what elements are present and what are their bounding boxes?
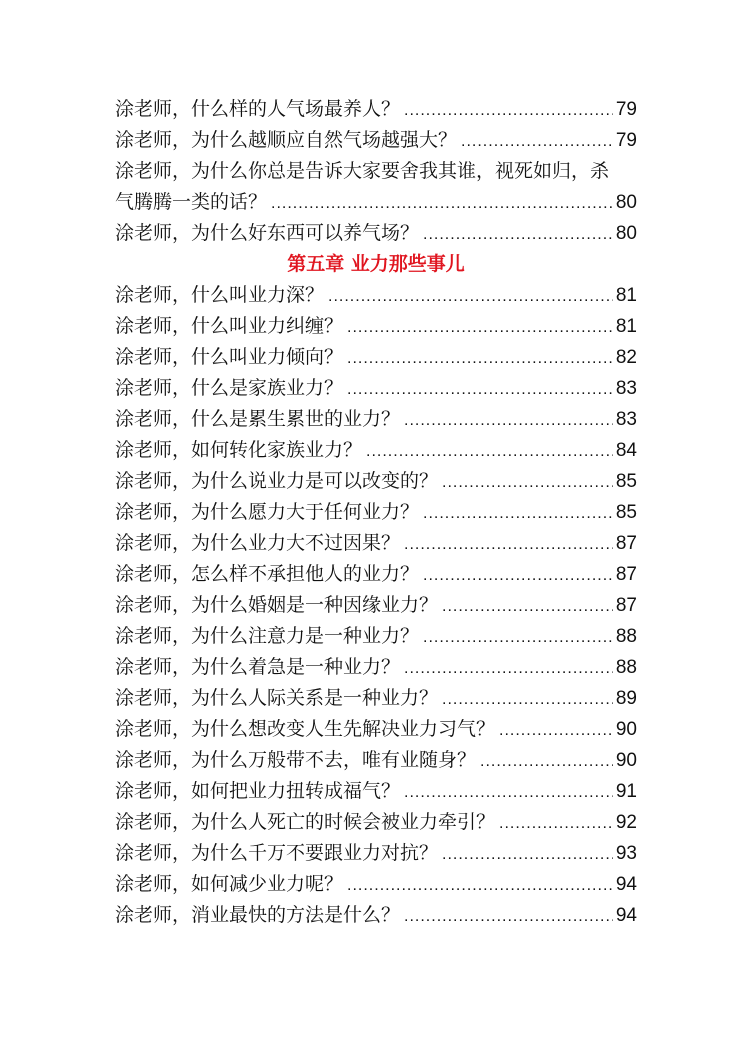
- toc-leader-dots: [328, 281, 613, 312]
- toc-page-number: 80: [615, 192, 637, 213]
- toc-page-number: 81: [615, 316, 637, 337]
- toc-leader-dots: [423, 560, 613, 591]
- toc-entry[interactable]: [115, 342, 637, 373]
- toc-leader-dots: [404, 405, 613, 436]
- toc-page-number: 83: [615, 378, 637, 399]
- toc-leader-dots: [347, 870, 613, 901]
- toc-entry[interactable]: [115, 125, 637, 156]
- toc-entry[interactable]: [115, 776, 637, 807]
- toc-entry[interactable]: [115, 404, 637, 435]
- toc-entry-title: 涂老师，为什么婚姻是一种因缘业力？: [115, 594, 439, 616]
- toc-page-number: 87: [615, 564, 637, 585]
- toc-entry[interactable]: [115, 311, 637, 342]
- toc-page-number: 94: [615, 874, 637, 895]
- toc-leader-dots: [461, 126, 613, 157]
- toc-entry[interactable]: [115, 280, 637, 311]
- toc-entry[interactable]: [115, 652, 637, 683]
- toc-leader-dots: [404, 95, 613, 126]
- toc-leader-dots: [423, 219, 613, 250]
- toc-entry-title: 涂老师，什么样的人气场最养人？: [115, 98, 401, 120]
- toc-entry-title: 涂老师，为什么好东西可以养气场？: [115, 222, 420, 244]
- toc-entry-wrapped-first-line[interactable]: [115, 156, 637, 187]
- toc-entry-title: 涂老师，为什么说业力是可以改变的？: [115, 470, 439, 492]
- toc-entry-wrapped-second-line[interactable]: [115, 187, 637, 218]
- toc-entry-title: 涂老师，什么是累生累世的业力？: [115, 408, 401, 430]
- toc-page-number: 90: [615, 719, 637, 740]
- toc-entry[interactable]: [115, 466, 637, 497]
- toc-leader-dots: [404, 529, 613, 560]
- toc-leader-dots: [442, 591, 613, 622]
- toc-entry[interactable]: [115, 94, 637, 125]
- toc-leader-dots: [404, 901, 613, 932]
- toc-page-number: 85: [615, 471, 637, 492]
- toc-leader-dots: [347, 374, 613, 405]
- toc-page-number: 88: [615, 657, 637, 678]
- toc-entry-title-line1: 涂老师，为什么你总是告诉大家要舍我其谁，视死如归，杀: [115, 160, 610, 182]
- toc-entry[interactable]: [115, 807, 637, 838]
- toc-entry-title: 涂老师，什么是家族业力？: [115, 377, 344, 399]
- toc-page-number: 82: [615, 347, 637, 368]
- toc-page-number: 79: [615, 99, 637, 120]
- toc-entry-title: 涂老师，如何减少业力呢？: [115, 873, 344, 895]
- toc-page-number: 79: [615, 130, 637, 151]
- toc-entry-title: 涂老师，什么叫业力纠缠？: [115, 315, 344, 337]
- toc-leader-dots: [423, 498, 613, 529]
- toc-leader-dots: [499, 808, 613, 839]
- toc-page-number: 90: [615, 750, 637, 771]
- toc-entry[interactable]: [115, 497, 637, 528]
- toc-page-number: 84: [615, 440, 637, 461]
- toc-entry-title: 涂老师，为什么想改变人生先解决业力习气？: [115, 718, 496, 740]
- toc-page-number: 93: [615, 843, 637, 864]
- toc-page-number: 83: [615, 409, 637, 430]
- toc-entry[interactable]: [115, 435, 637, 466]
- toc-leader-dots: [480, 746, 613, 777]
- toc-entry-title: 涂老师，如何把业力扭转成福气？: [115, 780, 401, 802]
- toc-page-number: 80: [615, 223, 637, 244]
- toc-page-number: 87: [615, 595, 637, 616]
- toc-page-number: 89: [615, 688, 637, 709]
- table-of-contents: [115, 94, 637, 931]
- toc-entry[interactable]: [115, 528, 637, 559]
- toc-entry[interactable]: [115, 869, 637, 900]
- toc-leader-dots: [442, 839, 613, 870]
- toc-leader-dots: [404, 777, 613, 808]
- toc-page-number: 94: [615, 905, 637, 926]
- toc-entry-title: 涂老师，为什么注意力是一种业力？: [115, 625, 420, 647]
- toc-page-number: 81: [615, 285, 637, 306]
- toc-entry-title: 涂老师，为什么人死亡的时候会被业力牵引？: [115, 811, 496, 833]
- toc-entry[interactable]: [115, 559, 637, 590]
- toc-entry-title: 涂老师，什么叫业力倾向？: [115, 346, 344, 368]
- toc-entry[interactable]: [115, 745, 637, 776]
- toc-entry-title: 涂老师，什么叫业力深？: [115, 284, 325, 306]
- toc-entry[interactable]: [115, 900, 637, 931]
- toc-entry-title: 涂老师，为什么业力大不过因果？: [115, 532, 401, 554]
- toc-entry-title: 涂老师，为什么着急是一种业力？: [115, 656, 401, 678]
- chapter-heading[interactable]: 第五章 业力那些事儿: [287, 253, 465, 275]
- toc-entry-title: 涂老师，为什么千万不要跟业力对抗？: [115, 842, 439, 864]
- toc-entry-title-line2: 气腾腾一类的话？: [115, 191, 268, 213]
- toc-entry-title: 涂老师，为什么万般带不去，唯有业随身？: [115, 749, 477, 771]
- toc-entry-title: 涂老师，为什么人际关系是一种业力？: [115, 687, 439, 709]
- toc-entry-title: 涂老师，为什么愿力大于任何业力？: [115, 501, 420, 523]
- toc-leader-dots: [423, 622, 613, 653]
- toc-page-number: 87: [615, 533, 637, 554]
- toc-page-number: 85: [615, 502, 637, 523]
- toc-entry-title: 涂老师，消业最快的方法是什么？: [115, 904, 401, 926]
- toc-entry[interactable]: [115, 373, 637, 404]
- toc-entry-title: 涂老师，怎么样不承担他人的业力？: [115, 563, 420, 585]
- toc-entry[interactable]: [115, 714, 637, 745]
- toc-entry[interactable]: [115, 838, 637, 869]
- toc-leader-dots: [347, 312, 613, 343]
- toc-leader-dots: [347, 343, 613, 374]
- toc-page-number: 91: [615, 781, 637, 802]
- toc-entry[interactable]: [115, 683, 637, 714]
- toc-leader-dots: [366, 436, 613, 467]
- toc-leader-dots: [499, 715, 613, 746]
- toc-leader-dots: [442, 467, 613, 498]
- toc-leader-dots: [442, 684, 613, 715]
- toc-entry-title: 涂老师，如何转化家族业力？: [115, 439, 363, 461]
- toc-entry[interactable]: [115, 590, 637, 621]
- toc-page-number: 92: [615, 812, 637, 833]
- toc-page-number: 88: [615, 626, 637, 647]
- toc-leader-dots: [271, 188, 613, 219]
- toc-entry[interactable]: [115, 621, 637, 652]
- toc-entry[interactable]: [115, 218, 637, 249]
- toc-entry-title: 涂老师，为什么越顺应自然气场越强大？: [115, 129, 458, 151]
- toc-leader-dots: [404, 653, 613, 684]
